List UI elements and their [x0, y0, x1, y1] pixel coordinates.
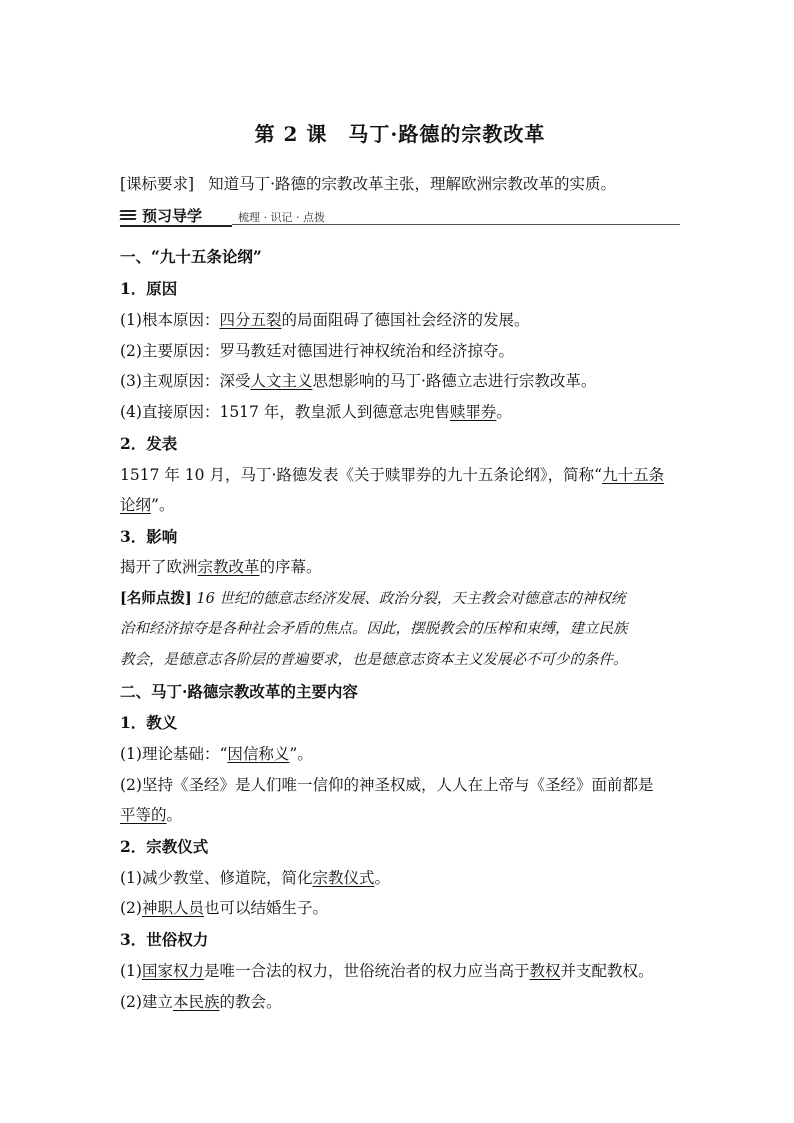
publication-line-2: 论纲”。: [120, 496, 175, 514]
blank-answer: 平等的: [120, 806, 167, 824]
blank-answer: 宗教仪式: [312, 869, 375, 887]
heading-main-content: 二、马丁·路德宗教改革的主要内容: [120, 682, 358, 701]
subheading-rituals: 2．宗教仪式: [120, 837, 209, 856]
blank-answer: 九十五条: [602, 466, 665, 484]
section-divider: [232, 224, 680, 225]
subheading-causes: 1．原因: [120, 279, 178, 298]
lesson-title: 第 2 课 马丁·路德的宗教改革: [254, 122, 546, 146]
cause-fundamental: (1)根本原因：四分五裂的局面阻碍了德国社会经济的发展。: [120, 311, 530, 329]
requirement-text: 知道马丁·路德的宗教改革主张，理解欧洲宗教改革的实质。: [208, 175, 617, 193]
blank-answer: 国家权力: [141, 962, 204, 980]
stripes-icon: [120, 210, 136, 222]
section-subtitle: 梳理 · 识记 · 点拨: [238, 211, 325, 224]
doctrine-line-1: (1)理论基础：“因信称义”。: [120, 745, 313, 763]
blank-answer: 四分五裂: [219, 311, 282, 329]
blank-answer: 神职人员: [141, 899, 204, 917]
curriculum-requirement: [120, 172, 616, 194]
section-label: 预习导学: [142, 207, 203, 225]
blank-answer: 宗教改革: [197, 558, 260, 576]
teacher-tip-line-2: 治和经济掠夺是各种社会矛盾的焦点。因此，摆脱教会的压榨和束缚，建立民族: [120, 621, 628, 637]
blank-answer: 因信称义: [227, 745, 290, 763]
blank-answer: 本民族: [172, 993, 220, 1011]
subheading-publication: 2．发表: [120, 434, 178, 453]
blank-answer: 人文主义: [250, 372, 313, 390]
secular-power-line-1: (1)国家权力是唯一合法的权力，世俗统治者的权力应当高于教权并支配教权。: [120, 962, 654, 980]
teacher-tip-line-3: 教会，是德意志各阶层的普遍要求，也是德意志资本主义发展必不可少的条件。: [120, 652, 628, 668]
blank-answer: 教权: [529, 962, 561, 980]
requirement-label: [课标要求]: [120, 175, 195, 193]
subheading-secular-power: 3．世俗权力: [120, 930, 209, 949]
teacher-tip-label: [名师点拨]: [120, 590, 192, 607]
subheading-influence: 3．影响: [120, 527, 178, 546]
cause-direct: (4)直接原因：1517 年，教皇派人到德意志兜售赎罪券。: [120, 403, 512, 421]
rituals-line-1: (1)减少教堂、修道院，简化宗教仪式。: [120, 869, 390, 887]
subheading-doctrine: 1．教义: [120, 713, 178, 732]
rituals-line-2: (2)神职人员也可以结婚生子。: [120, 899, 328, 917]
section-header-preview: [120, 205, 680, 229]
cause-subjective: (3)主观原因：深受人文主义思想影响的马丁·路德立志进行宗教改革。: [120, 372, 597, 390]
blank-answer: 赎罪券: [449, 403, 497, 421]
doctrine-line-2: (2)坚持《圣经》是人们唯一信仰的神圣权威，人人在上帝与《圣经》面前都是: [120, 776, 654, 794]
secular-power-line-2: (2)建立本民族的教会。: [120, 993, 282, 1011]
influence-line: 揭开了欧洲宗教改革的序幕。: [120, 558, 322, 576]
teacher-tip-line-1: [名师点拨] 16 世纪的德意志经济发展、政治分裂，天主教会对德意志的神权统: [120, 590, 626, 607]
doctrine-line-3: 平等的。: [120, 806, 183, 824]
cause-main: (2)主要原因：罗马教廷对德国进行神权统治和经济掠夺。: [120, 342, 514, 360]
heading-ninety-five-theses: 一、“九十五条论纲”: [120, 247, 262, 266]
publication-line-1: 1517 年 10 月，马丁·路德发表《关于赎罪券的九十五条论纲》，简称“九十五条: [120, 466, 665, 484]
blank-answer: 论纲: [120, 496, 152, 514]
